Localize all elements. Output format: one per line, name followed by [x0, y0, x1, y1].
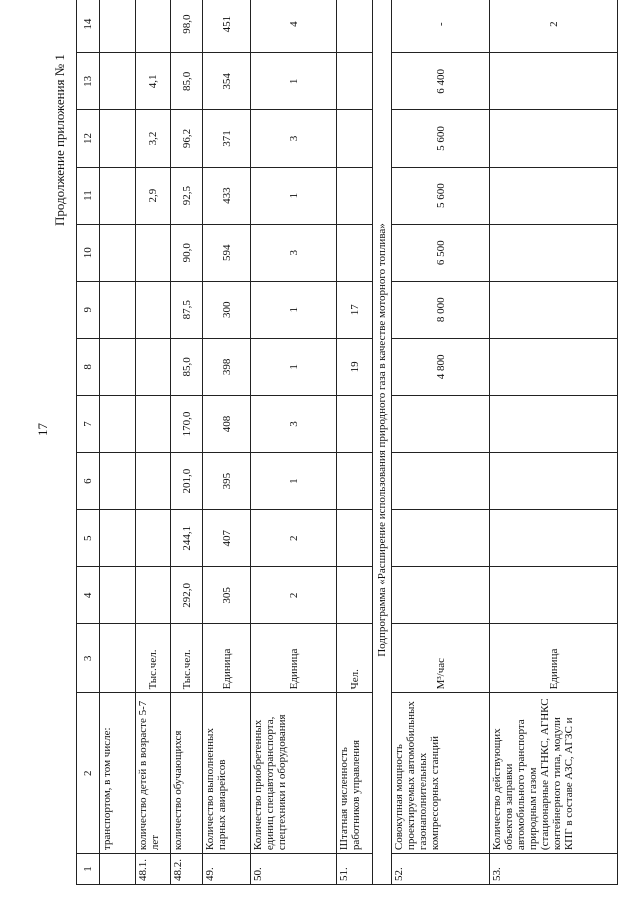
value-cell	[100, 167, 136, 224]
value-cell	[490, 281, 618, 338]
value-cell	[392, 510, 490, 567]
value-cell: 433	[203, 167, 251, 224]
value-cell	[100, 224, 136, 281]
subprogram-heading: Подпрограмма «Расширение использования природного газа в качестве моторного топлива»	[373, 0, 392, 885]
row-index: 52.	[392, 854, 490, 885]
value-cell: 3,2	[136, 110, 171, 167]
value-cell	[136, 224, 171, 281]
value-cell	[337, 567, 373, 624]
value-cell: 1	[251, 281, 337, 338]
header-cell: 12	[77, 110, 100, 167]
header-cell: 1	[77, 854, 100, 885]
row-name: транспортом, в том числе:	[100, 693, 136, 854]
row-index: 48.1.	[136, 854, 171, 885]
header-cell: 6	[77, 453, 100, 510]
table-row	[171, 0, 203, 885]
row-name: Количество действующих объектов заправки автомобильного транспорта природным газом (стационарные АГНКС, АГНКС контейнерного типа, модули КПГ в составе АЗС, АГЗС и	[490, 693, 618, 854]
value-cell	[490, 110, 618, 167]
value-cell	[337, 224, 373, 281]
value-cell	[490, 453, 618, 510]
value-cell: 1	[251, 53, 337, 110]
value-cell: 90,0	[171, 224, 203, 281]
row-unit: Тыс.чел.	[136, 624, 171, 693]
value-cell	[337, 395, 373, 452]
value-cell: 244,1	[171, 510, 203, 567]
value-cell: 17	[337, 281, 373, 338]
value-cell	[490, 224, 618, 281]
row-index: 51.	[337, 854, 373, 885]
value-cell: -	[392, 0, 490, 53]
header-cell: 5	[77, 510, 100, 567]
table-row	[490, 0, 618, 885]
header-row	[77, 0, 100, 885]
value-cell	[136, 395, 171, 452]
value-cell	[490, 395, 618, 452]
value-cell	[337, 53, 373, 110]
value-cell	[337, 167, 373, 224]
value-cell	[337, 453, 373, 510]
value-cell	[100, 453, 136, 510]
value-cell	[490, 167, 618, 224]
value-cell: 5 600	[392, 110, 490, 167]
value-cell: 4	[251, 0, 337, 53]
value-cell: 92,5	[171, 167, 203, 224]
value-cell: 292,0	[171, 567, 203, 624]
value-cell: 2,9	[136, 167, 171, 224]
value-cell	[100, 338, 136, 395]
value-cell: 408	[203, 395, 251, 452]
value-cell	[392, 453, 490, 510]
value-cell: 85,0	[171, 53, 203, 110]
row-name: Количество выполненных парных авиарейсов	[203, 693, 251, 854]
header-cell: 10	[77, 224, 100, 281]
value-cell: 201,0	[171, 453, 203, 510]
value-cell: 300	[203, 281, 251, 338]
value-cell	[490, 567, 618, 624]
value-cell: 407	[203, 510, 251, 567]
value-cell: 2	[490, 0, 618, 53]
table-row	[203, 0, 251, 885]
header-cell: 8	[77, 338, 100, 395]
value-cell	[337, 510, 373, 567]
value-cell: 1	[251, 167, 337, 224]
value-cell: 3	[251, 110, 337, 167]
row-index: 53.	[490, 854, 618, 885]
value-cell: 451	[203, 0, 251, 53]
appendix-note: Продолжение приложения № 1	[52, 54, 67, 226]
value-cell: 87,5	[171, 281, 203, 338]
value-cell: 5 600	[392, 167, 490, 224]
value-cell: 1	[251, 453, 337, 510]
value-cell: 8 000	[392, 281, 490, 338]
value-cell	[100, 510, 136, 567]
value-cell	[100, 281, 136, 338]
header-cell: 3	[77, 624, 100, 693]
value-cell: 3	[251, 395, 337, 452]
table-row	[136, 0, 171, 885]
value-cell: 98,0	[171, 0, 203, 53]
value-cell	[337, 0, 373, 53]
value-cell: 170,0	[171, 395, 203, 452]
row-unit: Единица	[251, 624, 337, 693]
subprogram-heading-row	[373, 0, 392, 885]
header-cell: 2	[77, 693, 100, 854]
value-cell: 85,0	[171, 338, 203, 395]
value-cell: 3	[251, 224, 337, 281]
value-cell	[136, 567, 171, 624]
page-number: 17	[35, 423, 50, 436]
row-index: 48.2.	[171, 854, 203, 885]
table-row	[100, 0, 136, 885]
row-unit: Единица	[490, 624, 618, 693]
value-cell: 4,1	[136, 53, 171, 110]
row-unit	[100, 624, 136, 693]
table-row	[337, 0, 373, 885]
data-table	[76, 0, 618, 885]
value-cell	[392, 567, 490, 624]
value-cell	[136, 453, 171, 510]
value-cell: 398	[203, 338, 251, 395]
row-name: Штатная численность работников управления	[337, 693, 373, 854]
value-cell	[136, 0, 171, 53]
value-cell	[392, 395, 490, 452]
row-unit: М³/час	[392, 624, 490, 693]
row-name: количество обучающихся	[171, 693, 203, 854]
row-name: Совокупная мощность проектируемых автомобильных газонаполнительных компрессорных станций	[392, 693, 490, 854]
value-cell	[337, 110, 373, 167]
value-cell: 371	[203, 110, 251, 167]
header-cell: 7	[77, 395, 100, 452]
row-unit: Тыс.чел.	[171, 624, 203, 693]
header-cell: 11	[77, 167, 100, 224]
header-cell: 4	[77, 567, 100, 624]
value-cell: 96,2	[171, 110, 203, 167]
rotated-table-container	[76, 0, 606, 885]
row-name: количество детей в возрасте 5-7 лет	[136, 693, 171, 854]
value-cell: 4 800	[392, 338, 490, 395]
value-cell: 2	[251, 510, 337, 567]
value-cell: 305	[203, 567, 251, 624]
value-cell	[490, 338, 618, 395]
value-cell: 1	[251, 338, 337, 395]
row-index: 50.	[251, 854, 337, 885]
value-cell	[100, 53, 136, 110]
value-cell: 594	[203, 224, 251, 281]
value-cell	[100, 0, 136, 53]
value-cell: 6 500	[392, 224, 490, 281]
header-cell: 9	[77, 281, 100, 338]
row-index	[100, 854, 136, 885]
value-cell: 6 400	[392, 53, 490, 110]
value-cell	[490, 510, 618, 567]
table-row	[392, 0, 490, 885]
header-cell: 13	[77, 53, 100, 110]
value-cell	[100, 567, 136, 624]
row-unit: Чел.	[337, 624, 373, 693]
row-unit: Единица	[203, 624, 251, 693]
value-cell	[100, 110, 136, 167]
value-cell: 354	[203, 53, 251, 110]
row-name: Количество приобретенных единиц спецавтотранспорта, спецтехники и оборудования	[251, 693, 337, 854]
header-cell: 14	[77, 0, 100, 53]
value-cell	[136, 338, 171, 395]
value-cell	[136, 281, 171, 338]
value-cell	[136, 510, 171, 567]
value-cell: 2	[251, 567, 337, 624]
value-cell: 19	[337, 338, 373, 395]
value-cell: 395	[203, 453, 251, 510]
value-cell	[490, 53, 618, 110]
row-index: 49.	[203, 854, 251, 885]
table-row	[251, 0, 337, 885]
value-cell	[100, 395, 136, 452]
